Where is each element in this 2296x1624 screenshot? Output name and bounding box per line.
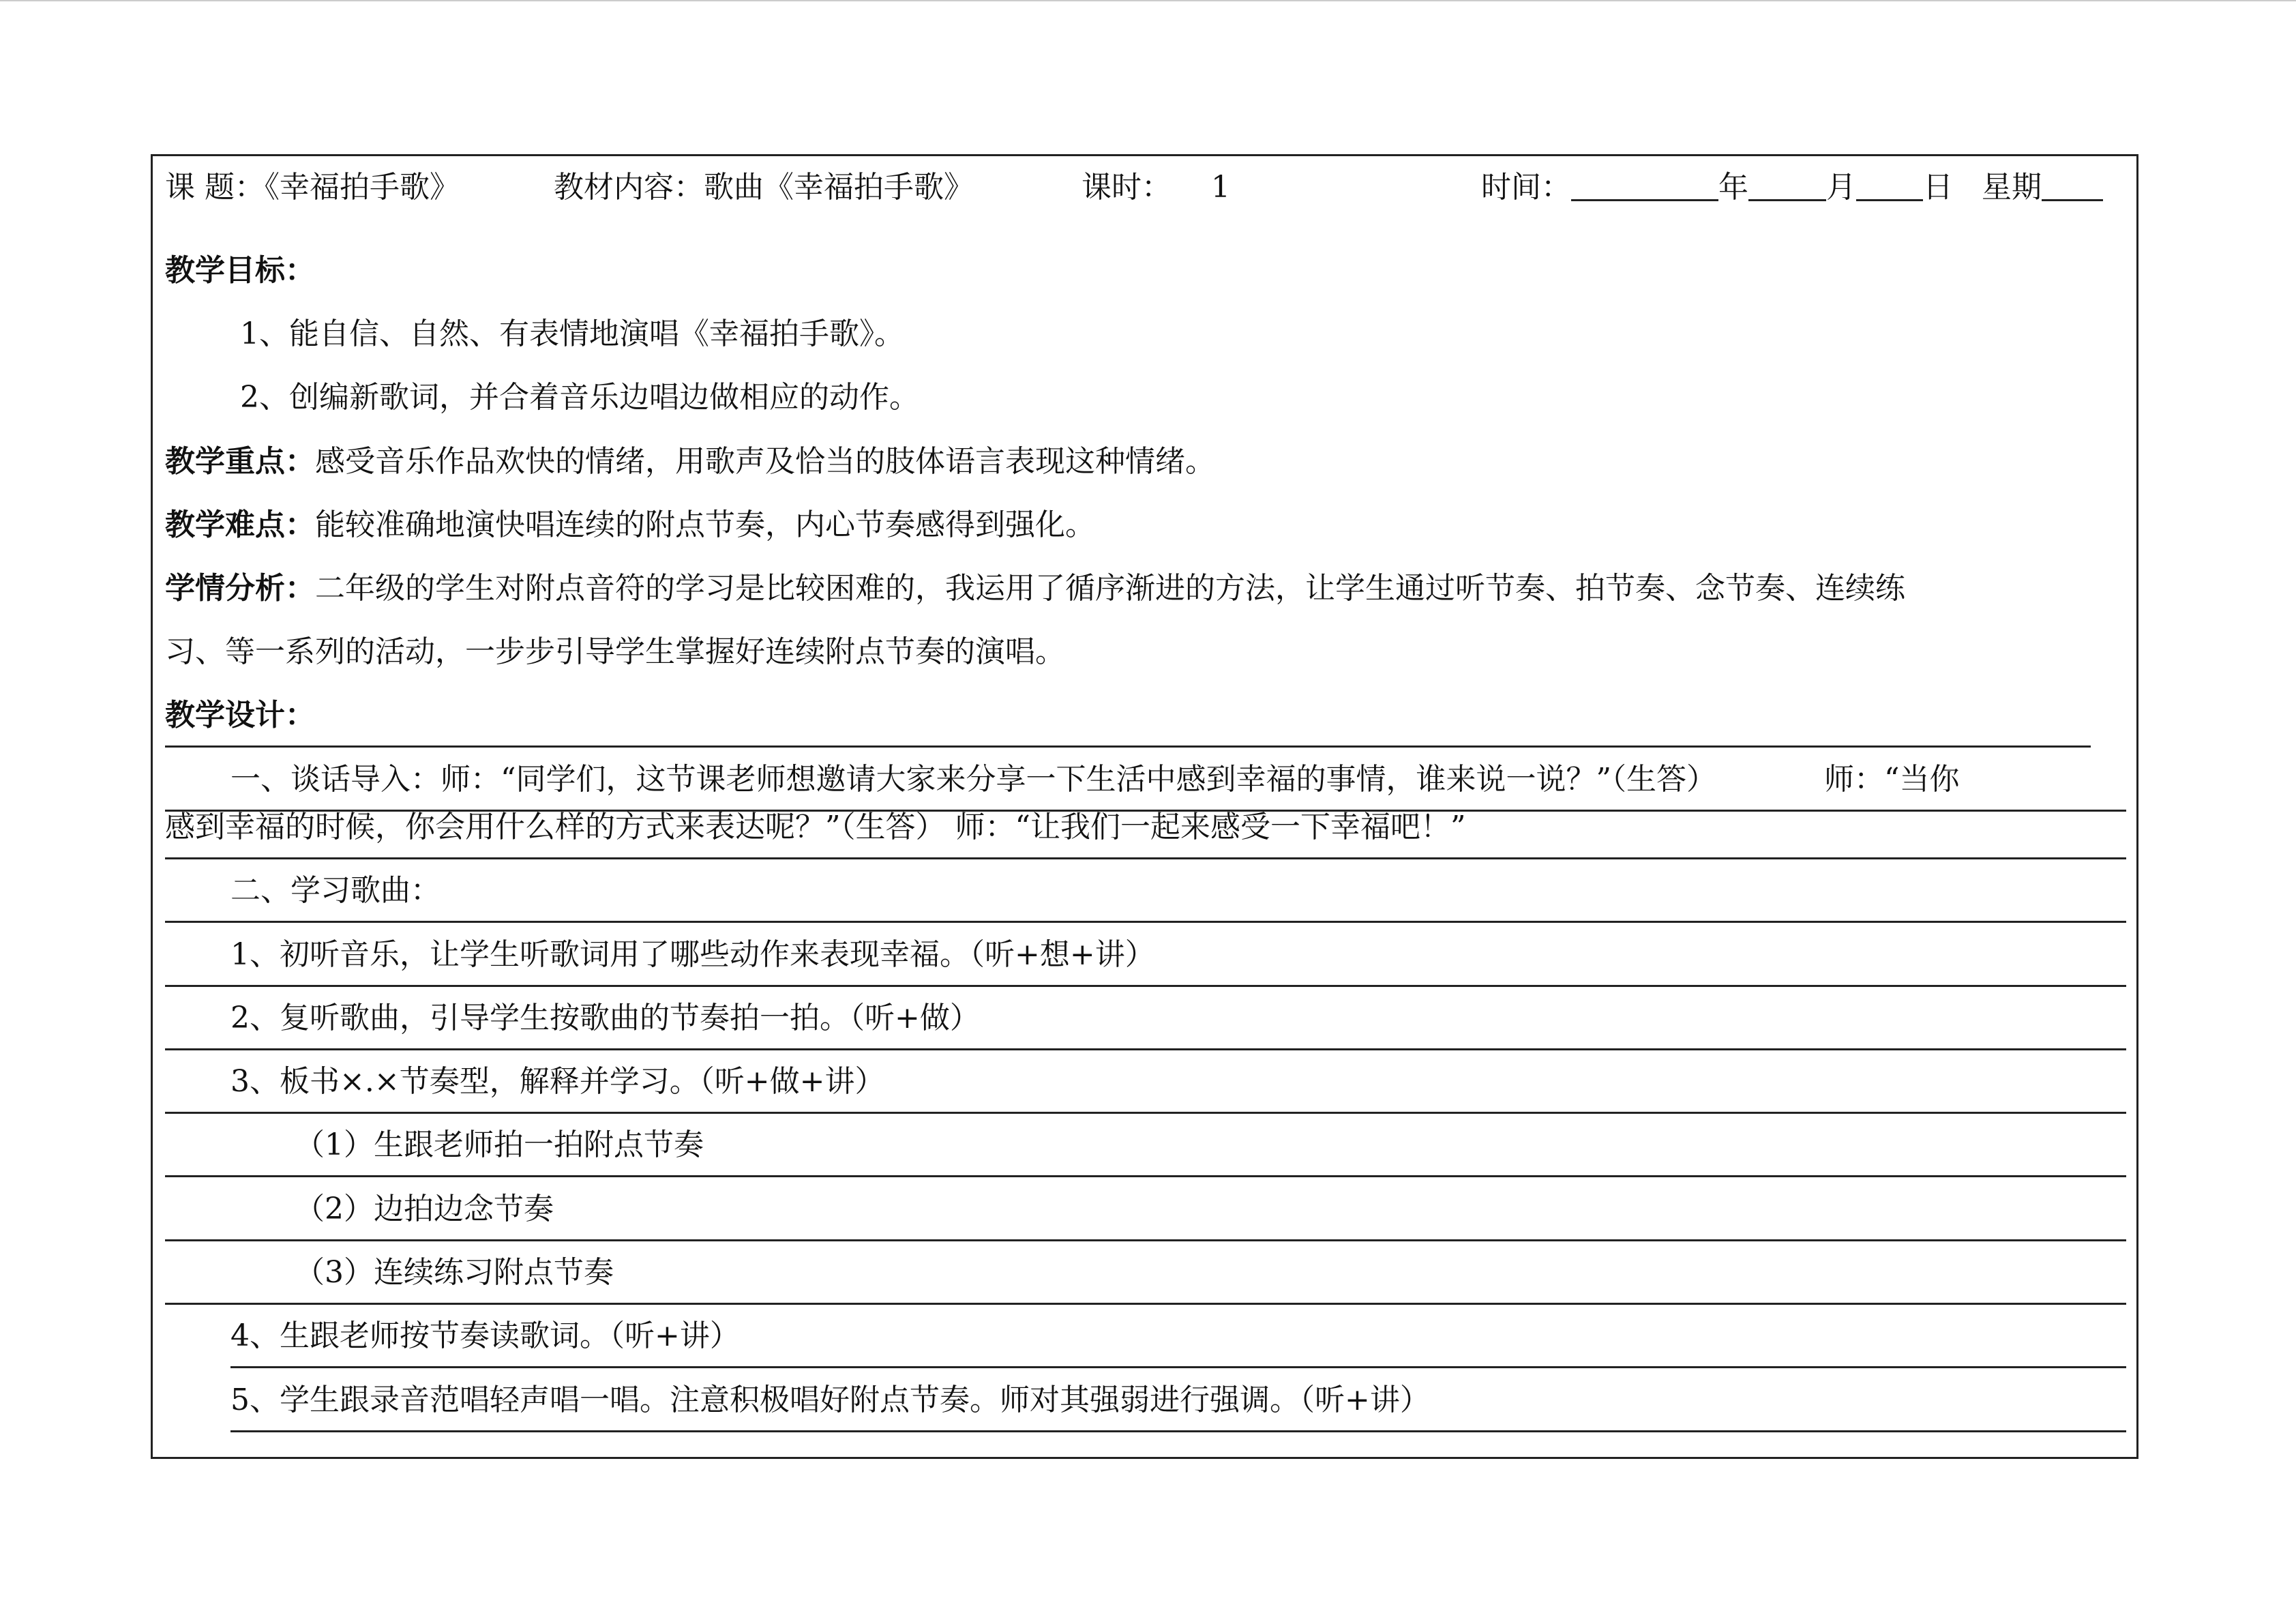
month-blank[interactable] bbox=[1748, 168, 1826, 201]
objective-item-1: 1、能自信、自然、有表情地演唱《幸福拍手歌》。 bbox=[240, 316, 904, 351]
step-5: 5、学生跟录音范唱轻声唱一唱。注意积极唱好附点节奏。师对其强弱进行强调。（听+讲） bbox=[230, 1368, 2126, 1432]
step-3-sub-1: （1）生跟老师拍一拍附点节奏 bbox=[165, 1113, 2126, 1177]
step-4: 4、生跟老师按节奏读歌词。（听+讲） bbox=[230, 1304, 2126, 1368]
section-2-heading: 二、学习歌曲： bbox=[165, 859, 2126, 923]
design-heading: 教学设计： bbox=[165, 683, 2091, 748]
analysis-text-line1: 二年级的学生对附点音符的学习是比较困难的，我运用了循序渐进的方法，让学生通过听节奏、拍节奏、念节奏、连续练 bbox=[315, 571, 1905, 606]
header-row bbox=[165, 156, 2126, 220]
time-label: 时间： bbox=[1481, 170, 1571, 205]
month-label: 月 bbox=[1826, 170, 1856, 205]
step-1: 1、初听音乐，让学生听歌词用了哪些动作来表现幸福。（听+想+讲） bbox=[165, 923, 2126, 987]
weekday-label: 星期 bbox=[1982, 170, 2042, 205]
page-top-edge bbox=[0, 0, 2296, 1]
year-blank[interactable] bbox=[1571, 168, 1718, 201]
key-point-text: 感受音乐作品欢快的情绪，用歌声及恰当的肢体语言表现这种情绪。 bbox=[315, 444, 1215, 479]
difficulty-row bbox=[165, 493, 2126, 557]
step-2: 2、复听歌曲，引导学生按歌曲的节奏拍一拍。（听+做） bbox=[165, 986, 2126, 1050]
analysis-row bbox=[165, 557, 2126, 621]
weekday-blank[interactable] bbox=[2042, 168, 2103, 201]
period-label: 课时： bbox=[1082, 170, 1172, 205]
step-3-sub-3: （3）连续练习附点节奏 bbox=[165, 1241, 2126, 1305]
analysis-text-line2: 习、等一系列的活动，一步步引导学生掌握好连续附点节奏的演唱。 bbox=[165, 634, 1065, 669]
difficulty-label: 教学难点： bbox=[165, 507, 315, 542]
objective-item-2: 2、创编新歌词，并合着音乐边唱边做相应的动作。 bbox=[240, 380, 919, 415]
day-label: 日 bbox=[1923, 170, 1953, 205]
intro-line-2: 感到幸福的时候，你会用什么样的方式来表达呢？”（生答） 师：“让我们一起来感受一下幸福吧！” bbox=[165, 795, 2126, 859]
material-label: 教材内容： bbox=[554, 170, 704, 205]
step-3: 3、板书×.×节奏型，解释并学习。（听+做+讲） bbox=[165, 1050, 2126, 1114]
topic-value: 《幸福拍手歌》 bbox=[265, 170, 460, 205]
intro-line-1-text: 一、谈话导入：师：“同学们，这节课老师想邀请大家来分享一下生活中感到幸福的事情，谁来说一说？”（生答） bbox=[230, 762, 1716, 797]
intro-line-1-tail: 师：“当你 bbox=[1823, 762, 1960, 797]
material-value: 歌曲《幸福拍手歌》 bbox=[704, 170, 974, 205]
difficulty-text: 能较准确地演快唱连续的附点节奏，内心节奏感得到强化。 bbox=[315, 507, 1095, 542]
year-label: 年 bbox=[1718, 170, 1748, 205]
key-point-row bbox=[165, 430, 2126, 494]
analysis-label: 学情分析： bbox=[165, 571, 315, 606]
key-point-label: 教学重点： bbox=[165, 444, 315, 479]
day-blank[interactable] bbox=[1856, 168, 1923, 201]
step-3-sub-2: （2）边拍边念节奏 bbox=[165, 1177, 2126, 1241]
topic-label: 课 题： bbox=[165, 170, 265, 205]
period-value: 1 bbox=[1211, 170, 1230, 205]
objectives-heading: 教学目标： bbox=[165, 253, 315, 288]
